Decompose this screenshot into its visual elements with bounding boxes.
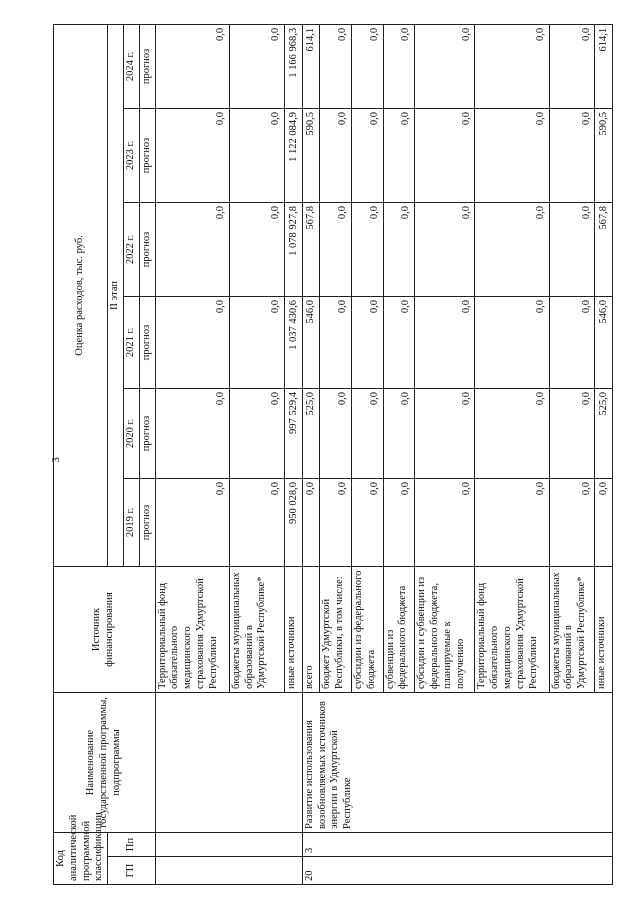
value-cell: 614,1 (595, 24, 613, 108)
value-cell: 0,0 (320, 478, 352, 566)
name-header: Наименование государственной программы, подпрограммы (54, 692, 156, 832)
value-cell: 0,0 (475, 202, 549, 296)
value-cell: 0,0 (383, 478, 415, 566)
value-cell: 614,1 (302, 24, 320, 108)
value-cell: 0,0 (229, 478, 284, 566)
value-cell: 0,0 (383, 202, 415, 296)
value-cell: 0,0 (229, 296, 284, 388)
value-cell: 1 037 430,6 (285, 296, 303, 388)
value-cell: 0,0 (475, 478, 549, 566)
forecast-label: прогноз (139, 24, 155, 108)
value-cell: 0,0 (320, 202, 352, 296)
value-cell: 0,0 (155, 388, 229, 478)
value-cell: 0,0 (320, 24, 352, 108)
budget-table (53, 24, 613, 885)
program-name-cell: Развитие использования возобновляемых источников энергии в Удмуртской Республике (302, 692, 612, 832)
forecast-label: прогноз (139, 388, 155, 478)
source-cell: бюджеты муниципальных образований в Удмуртской Республике* (549, 566, 595, 692)
value-cell: 0,0 (229, 202, 284, 296)
value-cell: 0,0 (320, 388, 352, 478)
source-cell: субвенции из федерального бюджета (383, 566, 415, 692)
source-cell: бюджет Удмуртской Республики, в том числе: (320, 566, 352, 692)
value-cell: 0,0 (415, 24, 475, 108)
value-cell: 0,0 (415, 388, 475, 478)
program-name-cell (155, 692, 302, 832)
value-cell: 0,0 (475, 388, 549, 478)
code-group-header: Код аналитической программной классификации (54, 832, 108, 884)
value-cell: 1 078 927,8 (285, 202, 303, 296)
value-cell: 0,0 (229, 108, 284, 202)
value-cell: 525,0 (595, 388, 613, 478)
gp-header: ГП (108, 857, 155, 885)
value-cell: 1 122 084,9 (285, 108, 303, 202)
source-cell: бюджеты муниципальных образований в Удмуртской Республике* (229, 566, 284, 692)
value-cell: 0,0 (549, 202, 595, 296)
source-cell: Территориальный фонд обязательного медицинского страхования Удмуртской Республики (475, 566, 549, 692)
value-cell: 590,5 (595, 108, 613, 202)
value-cell: 0,0 (383, 388, 415, 478)
value-cell: 0,0 (229, 388, 284, 478)
value-cell: 0,0 (549, 478, 595, 566)
gp-code-cell: 20 (302, 857, 612, 885)
year-header: 2023 г. (123, 108, 139, 202)
source-cell: иные источники (595, 566, 613, 692)
value-cell: 0,0 (155, 478, 229, 566)
value-cell: 0,0 (475, 108, 549, 202)
forecast-label: прогноз (139, 478, 155, 566)
forecast-label: прогноз (139, 202, 155, 296)
value-cell: 0,0 (351, 296, 383, 388)
value-cell: 0,0 (155, 296, 229, 388)
rotated-table-container (53, 25, 613, 885)
value-cell: 0,0 (351, 24, 383, 108)
page-number: 3 (49, 457, 62, 463)
year-header: 2022 г. (123, 202, 139, 296)
pp-code-cell (155, 832, 302, 856)
value-cell: 0,0 (229, 24, 284, 108)
value-cell: 0,0 (549, 296, 595, 388)
pp-code-cell: 3 (302, 832, 612, 856)
table-row (302, 24, 320, 884)
value-cell: 0,0 (475, 296, 549, 388)
year-header: 2020 г. (123, 388, 139, 478)
source-header: Источник финансирования (54, 566, 156, 692)
value-cell: 0,0 (549, 24, 595, 108)
value-cell: 0,0 (415, 108, 475, 202)
value-cell: 0,0 (155, 24, 229, 108)
value-cell: 997 529,4 (285, 388, 303, 478)
source-cell: субсидии и субвенции из федерального бюджета, планируемые к получению (415, 566, 475, 692)
value-cell: 0,0 (383, 296, 415, 388)
gp-code-cell (155, 857, 302, 885)
year-header: 2021 г. (123, 296, 139, 388)
value-cell: 0,0 (415, 478, 475, 566)
value-cell: 567,8 (302, 202, 320, 296)
value-cell: 0,0 (351, 478, 383, 566)
source-cell: всего (302, 566, 320, 692)
year-header: 2024 г. (123, 24, 139, 108)
value-cell: 0,0 (351, 108, 383, 202)
value-cell: 0,0 (415, 296, 475, 388)
value-cell: 567,8 (595, 202, 613, 296)
value-cell: 0,0 (351, 388, 383, 478)
value-cell: 0,0 (415, 202, 475, 296)
table-row (155, 24, 229, 884)
value-cell: 0,0 (595, 478, 613, 566)
source-cell: иные источники (285, 566, 303, 692)
value-cell: 0,0 (351, 202, 383, 296)
source-cell: субсидии из федерального бюджета (351, 566, 383, 692)
estimate-header: Оценка расходов, тыс. руб. (54, 24, 108, 566)
value-cell: 950 028,0 (285, 478, 303, 566)
year-header: 2019 г. (123, 478, 139, 566)
value-cell: 546,0 (595, 296, 613, 388)
value-cell: 590,5 (302, 108, 320, 202)
value-cell: 1 166 968,3 (285, 24, 303, 108)
value-cell: 0,0 (302, 478, 320, 566)
forecast-label: прогноз (139, 296, 155, 388)
value-cell: 0,0 (320, 108, 352, 202)
source-cell: Территориальный фонд обязательного медицинского страхования Удмуртской Республики (155, 566, 229, 692)
value-cell: 0,0 (155, 108, 229, 202)
value-cell: 546,0 (302, 296, 320, 388)
value-cell: 0,0 (320, 296, 352, 388)
value-cell: 0,0 (549, 108, 595, 202)
stage-header: II этап (108, 24, 124, 566)
pp-header: Пп (108, 832, 155, 856)
value-cell: 0,0 (549, 388, 595, 478)
value-cell: 0,0 (475, 24, 549, 108)
value-cell: 525,0 (302, 388, 320, 478)
value-cell: 0,0 (383, 24, 415, 108)
value-cell: 0,0 (383, 108, 415, 202)
forecast-label: прогноз (139, 108, 155, 202)
value-cell: 0,0 (155, 202, 229, 296)
